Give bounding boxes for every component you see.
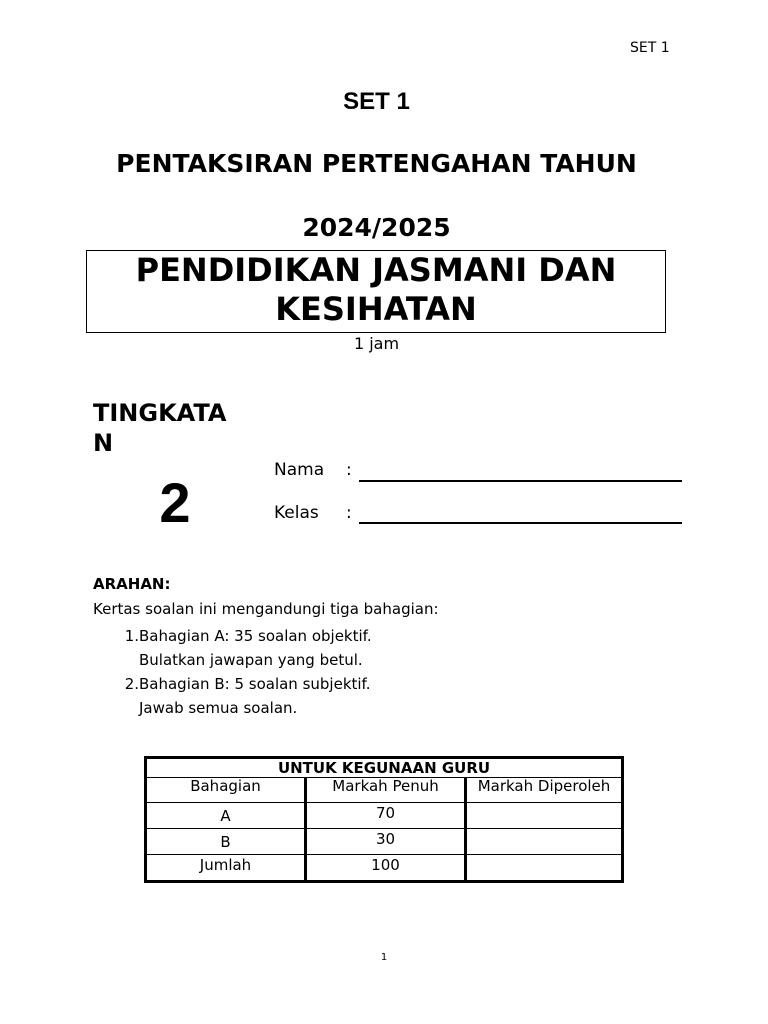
set-corner-label: SET 1 xyxy=(630,40,670,56)
table-header: Markah Penuh xyxy=(306,778,466,803)
exam-duration: 1 jam xyxy=(353,334,400,353)
form-number: 2 xyxy=(159,471,191,534)
class-field[interactable] xyxy=(359,522,682,524)
class-colon: : xyxy=(346,503,352,523)
exam-year: 2024/2025 xyxy=(302,213,451,242)
item-line: Jawab semua soalan. xyxy=(139,699,298,717)
teacher-use-table xyxy=(144,756,624,883)
exam-title: PENTAKSIRAN PERTENGAHAN TAHUN xyxy=(116,149,637,178)
item-line: Bahagian B: 5 soalan subjektif. xyxy=(139,675,371,693)
table-cell: 70 xyxy=(306,803,466,829)
marks-obtained-cell[interactable] xyxy=(466,829,623,855)
table-cell: Jumlah xyxy=(146,855,306,882)
marks-obtained-cell[interactable] xyxy=(466,803,623,829)
table-cell: A xyxy=(146,803,306,829)
table-header: Markah Diperoleh xyxy=(466,778,623,803)
item-line: Bahagian A: 35 soalan objektif. xyxy=(139,627,372,645)
table-cell: B xyxy=(146,829,306,855)
subject-title: PENDIDIKAN JASMANI DAN KESIHATAN xyxy=(135,251,617,328)
form-label: TINGKATAN xyxy=(93,399,227,457)
table-header: Bahagian xyxy=(146,778,306,803)
table-caption: UNTUK KEGUNAAN GURU xyxy=(146,758,623,778)
name-field[interactable] xyxy=(359,480,682,482)
name-label: Nama xyxy=(274,460,325,480)
item-number: 2. xyxy=(124,675,139,693)
instructions-list xyxy=(93,624,653,720)
name-colon: : xyxy=(346,460,352,480)
page-number: 1 xyxy=(380,952,388,963)
list-item xyxy=(93,672,653,720)
list-item xyxy=(93,624,653,672)
class-label: Kelas xyxy=(274,503,319,523)
item-line: Bulatkan jawapan yang betul. xyxy=(139,651,363,669)
set-title: SET 1 xyxy=(343,88,410,115)
marks-obtained-cell[interactable] xyxy=(466,855,623,882)
table-cell: 30 xyxy=(306,829,466,855)
item-number: 1. xyxy=(124,627,139,645)
instructions-intro: Kertas soalan ini mengandungi tiga bahagian: xyxy=(93,600,439,618)
table-row xyxy=(146,803,623,829)
table-row xyxy=(146,855,623,882)
table-row xyxy=(146,829,623,855)
table-cell: 100 xyxy=(306,855,466,882)
instructions-heading: ARAHAN: xyxy=(93,575,171,593)
